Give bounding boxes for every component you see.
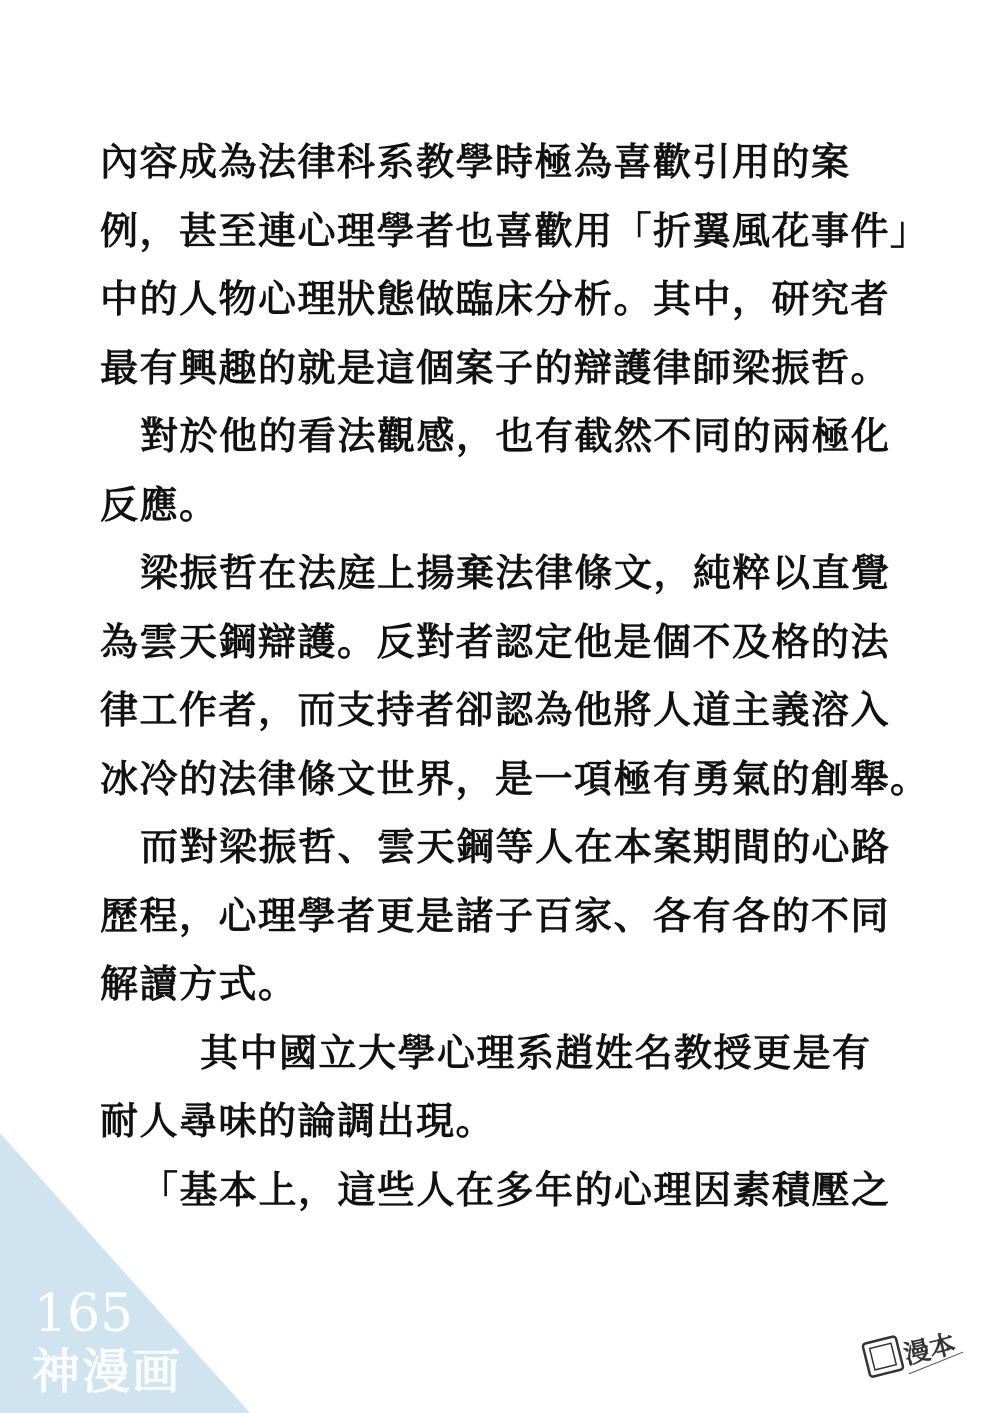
text-line: 對於他的看法觀感，也有截然不同的兩極化 <box>140 414 891 458</box>
text-line: 梁振哲在法庭上揚棄法律條文，純粹以直覺 <box>140 551 891 595</box>
text-line: 最有興趣的就是這個案子的辯護律師梁振哲。 <box>100 345 891 390</box>
body-text <box>100 132 930 1228</box>
text-line: 內容成為法律科系教學時極為喜歡引用的案 <box>100 140 851 184</box>
stamp-text: 漫本 <box>900 1329 959 1371</box>
text-line: 為雲天鋼辯護。反對者認定他是個不及格的法 <box>100 619 891 664</box>
page-number: 165 <box>34 1284 134 1344</box>
site-logo-icon <box>860 1318 968 1388</box>
text-line: 冰冷的法律條文世界，是一項極有勇氣的創舉。 <box>100 756 930 801</box>
text-line: 解讀方式。 <box>100 962 298 1006</box>
text-line: 例，甚至連心理學者也喜歡用「折翼風花事件」 <box>100 208 930 253</box>
text-line: 其中國立大學心理系趙姓名教授更是有 <box>200 1030 872 1075</box>
text-line: 中的人物心理狀態做臨床分析。其中，研究者 <box>100 277 891 321</box>
text-line: 耐人尋味的論調出現。 <box>100 1099 496 1143</box>
watermark: 神漫画 <box>32 1344 183 1400</box>
text-line: 而對梁振哲、雲天鋼等人在本案期間的心路 <box>140 825 891 869</box>
text-line: 反應。 <box>100 482 219 527</box>
text-line: 「基本上，這些人在多年的心理因素積壓之 <box>140 1167 891 1212</box>
text-line: 律工作者，而支持者卻認為他將人道主義溶入 <box>100 688 891 732</box>
text-line: 歷程，心理學者更是諸子百家、各有各的不同 <box>100 893 891 938</box>
